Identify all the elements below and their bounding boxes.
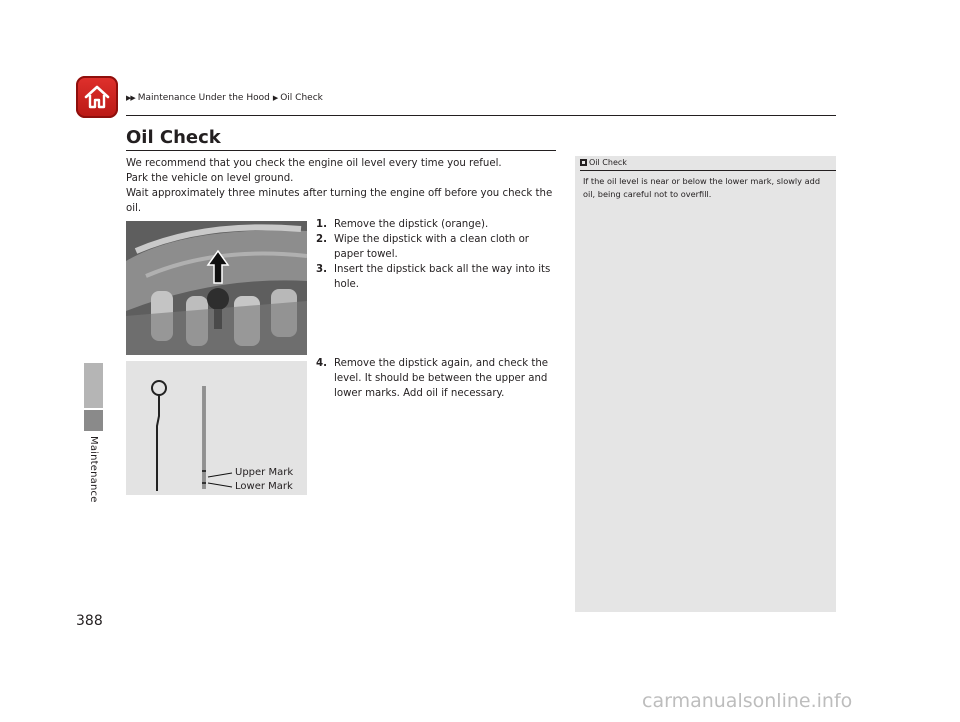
side-tab-label: Maintenance [88, 436, 99, 503]
side-tab-inactive [84, 363, 103, 408]
home-button[interactable] [76, 76, 118, 118]
note-body: If the oil level is near or below the lower mark, slowly add oil, being careful not to overfill. [583, 176, 821, 199]
intro-line: We recommend that you check the engine oil level every time you refuel. [126, 158, 502, 169]
header-divider [126, 115, 836, 116]
step-number: 4. [316, 358, 327, 369]
intro-line: Wait approximately three minutes after turning the engine off before you check the oil. [126, 188, 553, 214]
note-panel [575, 156, 836, 612]
breadcrumb-arrow-icon: ▶ [272, 94, 278, 102]
step-number: 3. [316, 264, 327, 275]
breadcrumb-arrow-icon: ▶▶ [126, 94, 135, 102]
upper-mark-label: Upper Mark [235, 467, 294, 478]
title-divider [126, 150, 556, 151]
step-number: 1. [316, 219, 327, 230]
page-title: Oil Check [126, 127, 221, 148]
step-text: Wipe the dipstick with a clean cloth or paper towel. [334, 234, 529, 260]
note-divider [580, 170, 836, 171]
steps-list-continued [316, 356, 561, 401]
dipstick-diagram [126, 361, 307, 495]
step-text: Remove the dipstick again, and check the level. It should be between the upper and lower marks. Add oil if necessary. [334, 358, 549, 399]
step-item [316, 262, 561, 292]
watermark: carmanualsonline.info [642, 690, 853, 712]
steps-list [316, 217, 561, 292]
step-item [316, 217, 561, 232]
note-heading-text: Oil Check [589, 158, 627, 167]
side-tab-active[interactable] [84, 410, 103, 431]
breadcrumb-current: Oil Check [280, 93, 323, 103]
reference-icon [580, 159, 587, 166]
step-text: Insert the dipstick back all the way into its hole. [334, 264, 551, 290]
intro-text [126, 156, 562, 216]
breadcrumb [126, 93, 323, 103]
home-icon [82, 82, 112, 112]
step-text: Remove the dipstick (orange). [334, 219, 489, 230]
note-heading [580, 158, 627, 167]
step-item [316, 232, 561, 262]
engine-illustration [126, 221, 307, 355]
step-item [316, 356, 561, 401]
page-number: 388 [76, 613, 103, 629]
intro-line: Park the vehicle on level ground. [126, 173, 294, 184]
engine-photo [126, 221, 307, 355]
lower-mark-label: Lower Mark [235, 481, 293, 492]
step-number: 2. [316, 234, 327, 245]
breadcrumb-link-maintenance-under-hood[interactable]: Maintenance Under the Hood [137, 93, 270, 103]
